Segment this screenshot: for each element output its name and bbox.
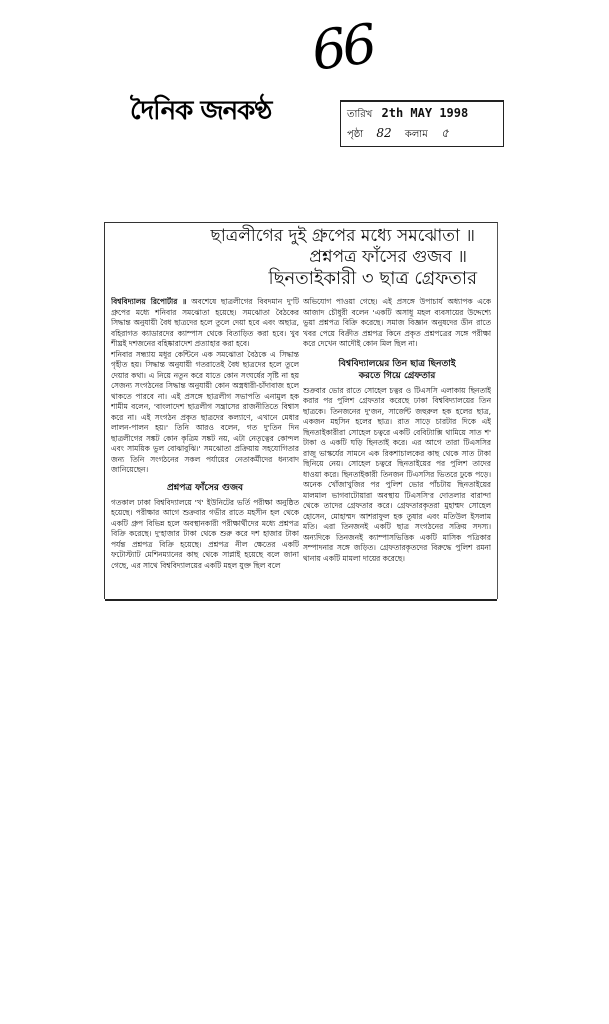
subheading-line-2: করতে গিয়ে গ্রেফতার (358, 370, 436, 381)
clipping-bottom-border (105, 599, 497, 601)
handwritten-page-number: 66 (307, 12, 377, 83)
column-value: ৫ (440, 126, 449, 140)
headline-1: ছাত্রলীগের দুই গ্রুপের মধ্যে সমঝোতা ॥ (210, 226, 475, 246)
paragraph: গতকাল ঢাকা বিশ্ববিদ্যালয়ে 'খ' ইউনিটের ভর্তি পরীক্ষা অনুষ্ঠিত হয়েছে। পরীক্ষার আগে শুক্রবার গভীর রাতে মহসীন হল থেকে একটি গ্রুপ বিভিন্ন হলে অবস্থানকারী পরীক্ষার্থীদের মধ্যে প্রশ্নপত্র বিক্রি করেছে। দু'হাজার টাকা থেকে শুরু করে দশ হাজার টাকা পর্যন্ত প্রশ্নপত্র বিক্রি হয়েছে। প্রশ্নপত্র নীল ক্ষেতের একটি ফটোস্ট্যাট মেশিনম্যানের কাছ থেকে সাপ্লাই হয়েছে বলে জানা গেছে, এর সাথে বিশ্ববিদ্যালয়ের একটি মহল যুক্ত ছিল বলে (111, 497, 299, 570)
paragraph: অভিযোগ পাওয়া গেছে। এই প্রসঙ্গে উপাচার্য অধ্যাপক একে আজাদ চৌধুরী বলেন 'একটি অসাধু মহল ব্যবসায়ের উদ্দেশ্যে ভুয়া প্রশ্নপত্র বিক্রি করেছে। সমাজ বিজ্ঞান অনুষদের ডীন রাতে খবর পেয়ে বিক্রীত প্রশ্নপত্র কিনে প্রকৃত প্রশ্নপত্রের সঙ্গে পরীক্ষা করে দেখেন আদৌই কোন মিল ছিল না। (303, 297, 491, 348)
subheading (303, 358, 491, 382)
byline: বিশ্ববিদ্যালয় রিপোর্টার ॥ (111, 297, 187, 306)
headline-2: প্রশ্নপত্র ফাঁসের গুজব ॥ (309, 247, 467, 267)
paragraph: অবশেষে ছাত্রলীগের বিবদমান দু'টি গ্রুপের মধ্যে শনিবার সমঝোতা হয়েছে। সমঝোতা বৈঠকের সিদ্ধান্ত অনুযায়ী বৈধ ছাত্রদের হলে তুলে দেয়া হবে এবং অছাত্র, বহিরাগত ক্যাডারদের ক্যাম্পাস থেকে বিতাড়িত করা হবে। খুব শীঘ্রই দশজনের বহিষ্কারাদেশ প্রত্যাহার করা হবে। (111, 297, 299, 348)
column-label: কলাম (404, 129, 428, 140)
clipping-stamp (340, 100, 504, 147)
date-value: 2th MAY 1998 (381, 106, 469, 120)
subheading-line-1: বিশ্ববিদ্যালয়ের তিন ছাত্র ছিনতাই (338, 358, 456, 369)
left-column (111, 297, 299, 593)
newspaper-masthead: দৈনিক জনকণ্ঠ (130, 96, 272, 126)
headline-3: ছিনতাইকারী ৩ ছাত্র গ্রেফতার (268, 268, 477, 289)
right-column (303, 297, 491, 593)
paragraph: শুক্রবার ভোর রাতে সোহেল চত্বর ও টিএসসি এলাকায় ছিনতাই করার পর পুলিশ গ্রেফতার করেছে ঢাকা বিশ্ববিদ্যালয়ের তিন ছাত্রকে। তিনজনের দু'জন, সার্জেন্ট জহুরুল হক হলের ছাত্র, একজন মহসিন হলের ছাত্র। রাত সাড়ে চারটার দিকে এই ছিনতাইকারীরা সোহেল চত্বরে একটি বেবিট্যাক্সি থামিয়ে সাত শ' টাকা ও একটি ঘড়ি ছিনতাই করে। এর আগে তারা টিএসসির রাজু ভাস্কর্যের সামনে এক রিকশাচালকের কাছ থেকে সাত টাকা ছিনিয়ে নেয়। সোহেল চত্বরে ছিনতাইয়ের পর পুলিশ তাদের ধাওয়া করে। ছিনতাইকারী তিনজন টিএসসির ভিতরে ঢুকে পড়ে। অনেক খোঁজাখুজির পর পুলিশ ভোর পাঁচটায় ছিনতাইয়ের মালমাল ভাগবাটোয়ারা অবস্থায় টিএসসি'র দোতলার বারান্দা থেকে তাদের গ্রেফতার করে। গ্রেফতারকৃতরা মুহাম্মদ সোহেল হোসেন, মোহাম্মদ আশরাফুল হক তুষার এবং মতিউল ইসলাম মতি। এরা তিনজনই একটি ছাত্র সংগঠনের সক্রিয় সদস্য। অন্যদিকে তিনজনই ক্যাম্পাসভিত্তিক একটি মাসিক পত্রিকার সম্পাদনার সঙ্গে জড়িত। গ্রেফতারকৃতদের বিরুদ্ধে পুলিশ রমনা থানায় একটি মামলা দায়ের করেছে। (303, 385, 491, 563)
news-clipping (104, 222, 498, 599)
page-label: পৃষ্ঠা (347, 129, 364, 140)
page-value: 82 (376, 126, 392, 140)
subheading: প্রশ্নপত্র ফাঁসের গুজব (166, 482, 244, 493)
date-label: তারিখ (347, 109, 373, 120)
paragraph: শনিবার সন্ধ্যায় মধুর কেন্টিনে এক সমঝোতা বৈঠকে এ সিদ্ধান্ত গৃহীত হয়। সিদ্ধান্ত অনুযায়ী গতরাতেই বৈধ ছাত্রদের হলে তুলে দেয়ার কথা। এ নিয়ে নতুন করে যাতে কোন সংঘর্ষের সৃষ্টি না হয় সেজন্য সংগঠনের সিদ্ধান্ত অনুযায়ী কোন অস্ত্রধারী-চাঁদাবাজ হলে থাকতে পারবে না। এই প্রসঙ্গে ছাত্রলীগ সভাপতি এনামুল হক শামীম বলেন, 'বাংলাদেশ ছাত্রলীগ সন্ত্রাসের রাজনীতিতে বিশ্বাস করে না। এই সংগঠন প্রকৃত ছাত্রদের কল্যাণে, এখানে মেধার লালন-পালন হয়।' তিনি আরও বলেন, গত দু'তিন দিন ছাত্রলীগের সঙ্কট কোন কৃত্রিম সঙ্কট নয়, এটা নেতৃত্বের কোন্দল এবং সাময়িক ভুল বোঝাবুঝি।' সমঝোতা প্রক্রিয়ায় সহযোগিতার জন্য তিনি সংগঠনের সকল পর্যায়ের নেতাকর্মীদের ধন্যবাদ জানিয়েছেন। (111, 349, 299, 474)
